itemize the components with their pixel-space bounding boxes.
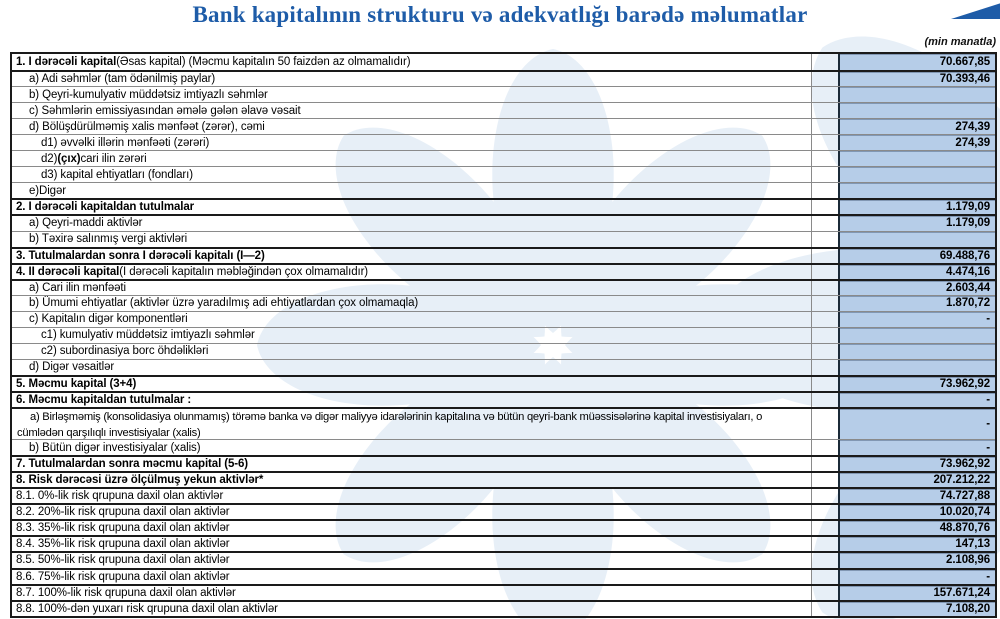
row-value: 70.393,46 [838,72,995,86]
capital-structure-table [10,52,997,618]
table-row [12,311,995,327]
row-value: - [838,393,995,407]
row-value: - [838,409,995,439]
spacer-cell [812,103,838,118]
row-label: 8.4. 35%-lik risk qrupuna daxil olan aktivlər [12,537,812,551]
row-value: 2.603,44 [838,281,995,295]
table-rows [12,54,995,616]
table-row [12,118,995,134]
row-value: 147,13 [838,537,995,551]
row-value [838,103,995,118]
row-label: 3. Tutulmalardan sonra I dərəcəli kapitalı (I—2) [12,249,812,263]
spacer-cell [812,521,838,535]
spacer-cell [812,265,838,279]
spacer-cell [812,393,838,407]
spacer-cell [812,457,838,471]
table-row [12,150,995,166]
row-value: 2.108,96 [838,553,995,567]
table-row [12,375,995,391]
row-value [838,360,995,375]
row-value: - [838,312,995,327]
spacer-cell [812,537,838,551]
table-row [12,439,995,455]
spacer-cell [812,328,838,343]
row-label: b) Ümumi ehtiyatlar (aktivlər üzrə yaradılmış adi ehtiyatlardan çox olmamaqla) [12,296,812,311]
row-label: c) Səhmlərin emissiyasından əmələ gələn əlavə vəsait [12,103,812,118]
spacer-cell [812,360,838,375]
row-label: 4. II dərəcəli kapital (I dərəcəli kapitalın məbləğindən çox olmamalıdır) [12,265,812,279]
table-row [12,535,995,551]
table-row [12,519,995,535]
table-row [12,102,995,118]
row-value: 274,39 [838,119,995,134]
table-row [12,198,995,214]
row-label: c2) subordinasiya borc öhdəlikləri [12,344,812,359]
spacer-cell [812,553,838,567]
table-row [12,214,995,230]
row-label: c1) kumulyativ müddətsiz imtiyazlı səhmlər [12,328,812,343]
row-value: 73.962,92 [838,377,995,391]
row-value: 157.671,24 [838,586,995,600]
row-label: 8.5. 50%-lik risk qrupuna daxil olan aktivlər [12,553,812,567]
row-label: 2. I dərəcəli kapitaldan tutulmalar [12,200,812,214]
spacer-cell [812,87,838,102]
row-label: b) Qeyri-kumulyativ müddətsiz imtiyazlı səhmlər [12,87,812,102]
row-value: 1.870,72 [838,296,995,311]
row-label: 8.6. 75%-lik risk qrupuna daxil olan aktivlər [12,570,812,584]
table-row [12,86,995,102]
spacer-cell [812,586,838,600]
spacer-cell [812,281,838,295]
table-row [12,455,995,471]
row-label: a) Qeyri-maddi aktivlər [12,216,812,230]
row-label: b) Təxirə salınmış vergi aktivləri [12,232,812,247]
spacer-cell [812,505,838,519]
spacer-cell [812,119,838,134]
table-row [12,343,995,359]
row-label: a) Adi səhmlər (tam ödənilmiş paylar) [12,72,812,86]
row-label: d) Digər vəsaitlər [12,360,812,375]
table-row [12,407,995,439]
row-value: 1.179,09 [838,216,995,230]
table-row [12,247,995,263]
spacer-cell [812,249,838,263]
table-row [12,182,995,198]
page-title: Bank kapitalının strukturu və adekvatlığı barədə məlumatlar [192,2,808,27]
table-row [12,70,995,86]
spacer-cell [812,473,838,487]
row-value [838,232,995,247]
row-value: 48.870,76 [838,521,995,535]
row-label: 8.3. 35%-lik risk qrupuna daxil olan aktivlər [12,521,812,535]
spacer-cell [812,200,838,214]
row-value: 4.474,16 [838,265,995,279]
table-row [12,551,995,567]
row-value: 74.727,88 [838,489,995,503]
row-value: 70.667,85 [838,54,995,70]
row-label: a) Birləşməmiş (konsolidasiya olunmamış) törəmə banka və digər maliyyə idarələrinin kapitalına və bütün qeyri-bank müəssisələrinə kapital investisiyaları, o cümlədən qarşılıqlı investisiyalar (xalis) [12,409,812,439]
table-row [12,231,995,247]
row-value [838,151,995,166]
row-value [838,344,995,359]
row-value [838,328,995,343]
row-label: 8. Risk dərəcəsi üzrə ölçülmuş yekun aktivlər* [12,473,812,487]
row-label: a) Cari ilin mənfəəti [12,281,812,295]
spacer-cell [812,216,838,230]
row-label: 6. Məcmu kapitaldan tutulmalar : [12,393,812,407]
row-value: 1.179,09 [838,200,995,214]
row-label: d) Bölüşdürülməmiş xalis mənfəət (zərər), cəmi [12,119,812,134]
spacer-cell [812,72,838,86]
row-label: 8.1. 0%-lik risk qrupuna daxil olan aktivlər [12,489,812,503]
unit-note: (min manatla) [924,36,996,48]
table-row [12,263,995,279]
row-value: 73.962,92 [838,457,995,471]
row-label: b) Bütün digər investisiyalar (xalis) [12,440,812,455]
spacer-cell [812,344,838,359]
row-value: 10.020,74 [838,505,995,519]
table-row [12,166,995,182]
table-row [12,279,995,295]
row-value: 69.488,76 [838,249,995,263]
table-row [12,600,995,616]
row-label: 5. Məcmu kapital (3+4) [12,377,812,391]
row-value: - [838,570,995,584]
table-row [12,471,995,487]
row-label: 1. I dərəcəli kapital (Əsas kapital) (Məcmu kapitalın 50 faizdən az olmamalıdır) [12,54,812,70]
table-row [12,54,995,70]
spacer-cell [812,312,838,327]
row-label: d3) kapital ehtiyatları (fondları) [12,167,812,182]
spacer-cell [812,183,838,198]
spacer-cell [812,602,838,616]
spacer-cell [812,440,838,455]
table-row [12,487,995,503]
table-row [12,134,995,150]
row-label: d1) əvvəlki illərin mənfəəti (zərəri) [12,135,812,150]
table-row [12,503,995,519]
row-label: c) Kapitalın digər komponentləri [12,312,812,327]
table-row [12,327,995,343]
row-label: 8.8. 100%-dən yuxarı risk qrupuna daxil olan aktivlər [12,602,812,616]
row-value: 207.212,22 [838,473,995,487]
row-label: d2) (çıx) cari ilin zərəri [12,151,812,166]
row-value: - [838,440,995,455]
row-value [838,87,995,102]
spacer-cell [812,135,838,150]
spacer-cell [812,54,838,70]
spacer-cell [812,570,838,584]
table-row [12,584,995,600]
spacer-cell [812,151,838,166]
row-value: 7.108,20 [838,602,995,616]
table-row [12,391,995,407]
row-label: 7. Tutulmalardan sonra məcmu kapital (5-6) [12,457,812,471]
table-row [12,568,995,584]
spacer-cell [812,167,838,182]
row-value [838,183,995,198]
row-label: e)Digər [12,183,812,198]
row-value [838,167,995,182]
row-label: 8.2. 20%-lik risk qrupuna daxil olan aktivlər [12,505,812,519]
row-label: 8.7. 100%-lik risk qrupuna daxil olan aktivlər [12,586,812,600]
spacer-cell [812,377,838,391]
spacer-cell [812,232,838,247]
row-value: 274,39 [838,135,995,150]
spacer-cell [812,409,838,439]
spacer-cell [812,489,838,503]
table-row [12,359,995,375]
spacer-cell [812,296,838,311]
table-row [12,295,995,311]
